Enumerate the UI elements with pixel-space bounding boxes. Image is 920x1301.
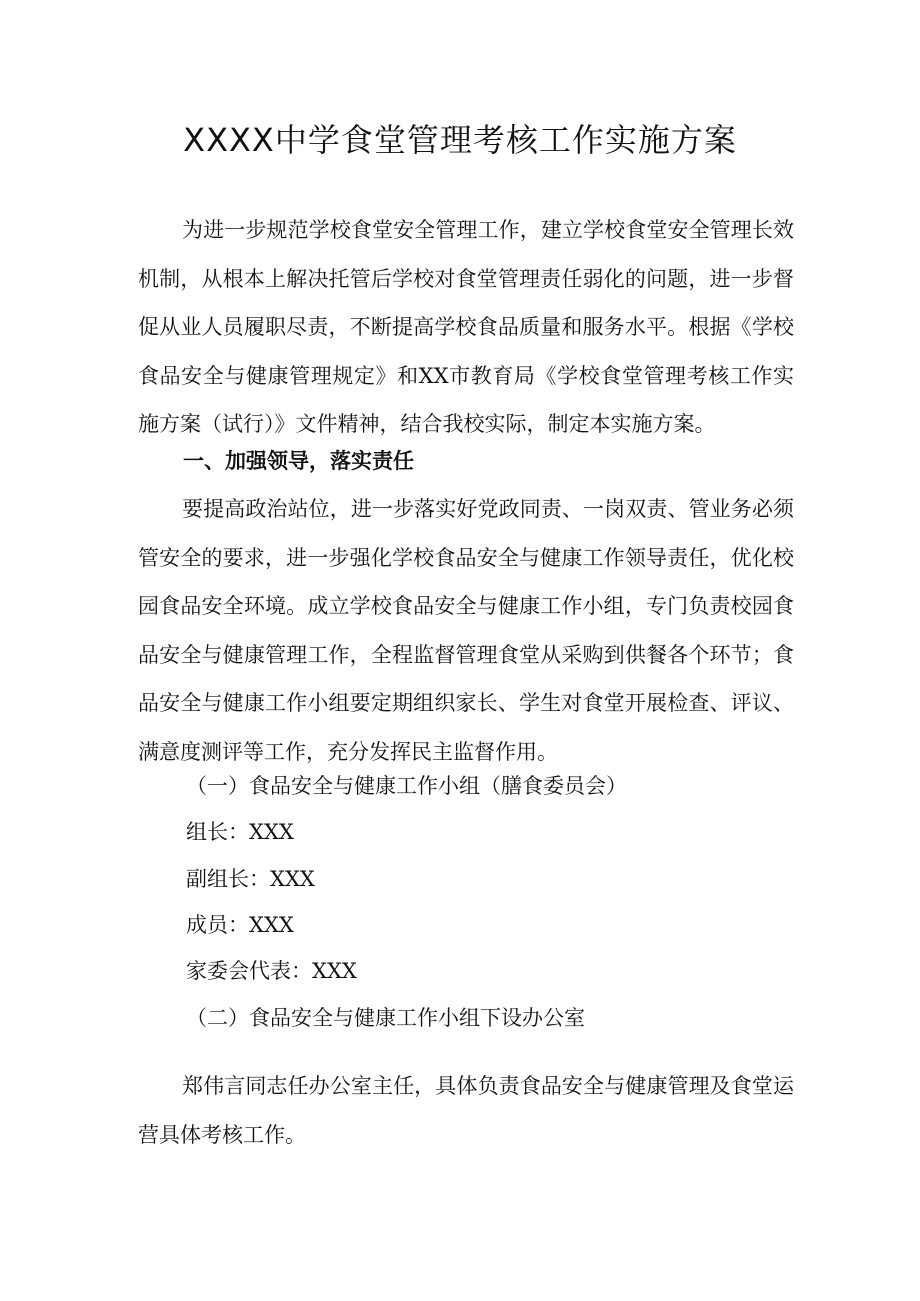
member-line: 组长：XXX xyxy=(186,820,294,844)
section-heading: 一、加强领导，落实责任 xyxy=(183,449,414,473)
intro-paragraph: 为进一步规范学校食堂安全管理工作，建立学校食堂安全管理长效机制，从根本上解决托管后学校对食堂管理责任弱化的问题，进一步督促从业人员履职尽责，不断提高学校食品质量和服务水平。根据《学校食品安全与健康管理规定》和XX市教育局《学校食堂管理考核工作实施方案（试行）》文件精神，结合我校实际，制定本实施方案。 xyxy=(138,218,794,437)
office-paragraph: 郑伟言同志任办公室主任，具体负责食品安全与健康管理及食堂运营具体考核工作。 xyxy=(138,1074,794,1147)
section-paragraph: 要提高政治站位，进一步落实好党政同责、一岗双责、管业务必须管安全的要求，进一步强化学校食品安全与健康工作领导责任，优化校园食品安全环境。成立学校食品安全与健康工作小组，专门负责校园食品安全与健康管理工作，全程监督管理食堂从采购到供餐各个环节；食品安全与健康工作小组要定期组织家长、学生对食堂开展检查、评议、满意度测评等工作，充分发挥民主监督作用。 xyxy=(138,497,794,764)
member-line: 成员：XXX xyxy=(186,913,294,937)
member-line: 家委会代表：XXX xyxy=(186,959,357,983)
member-line: 副组长：XXX xyxy=(186,867,315,891)
document-title: XXXX中学食堂管理考核工作实施方案 xyxy=(183,121,737,159)
subsection-heading: （二）食品安全与健康工作小组下设办公室 xyxy=(186,1006,585,1030)
subsection-heading: （一）食品安全与健康工作小组（膳食委员会） xyxy=(186,774,627,798)
